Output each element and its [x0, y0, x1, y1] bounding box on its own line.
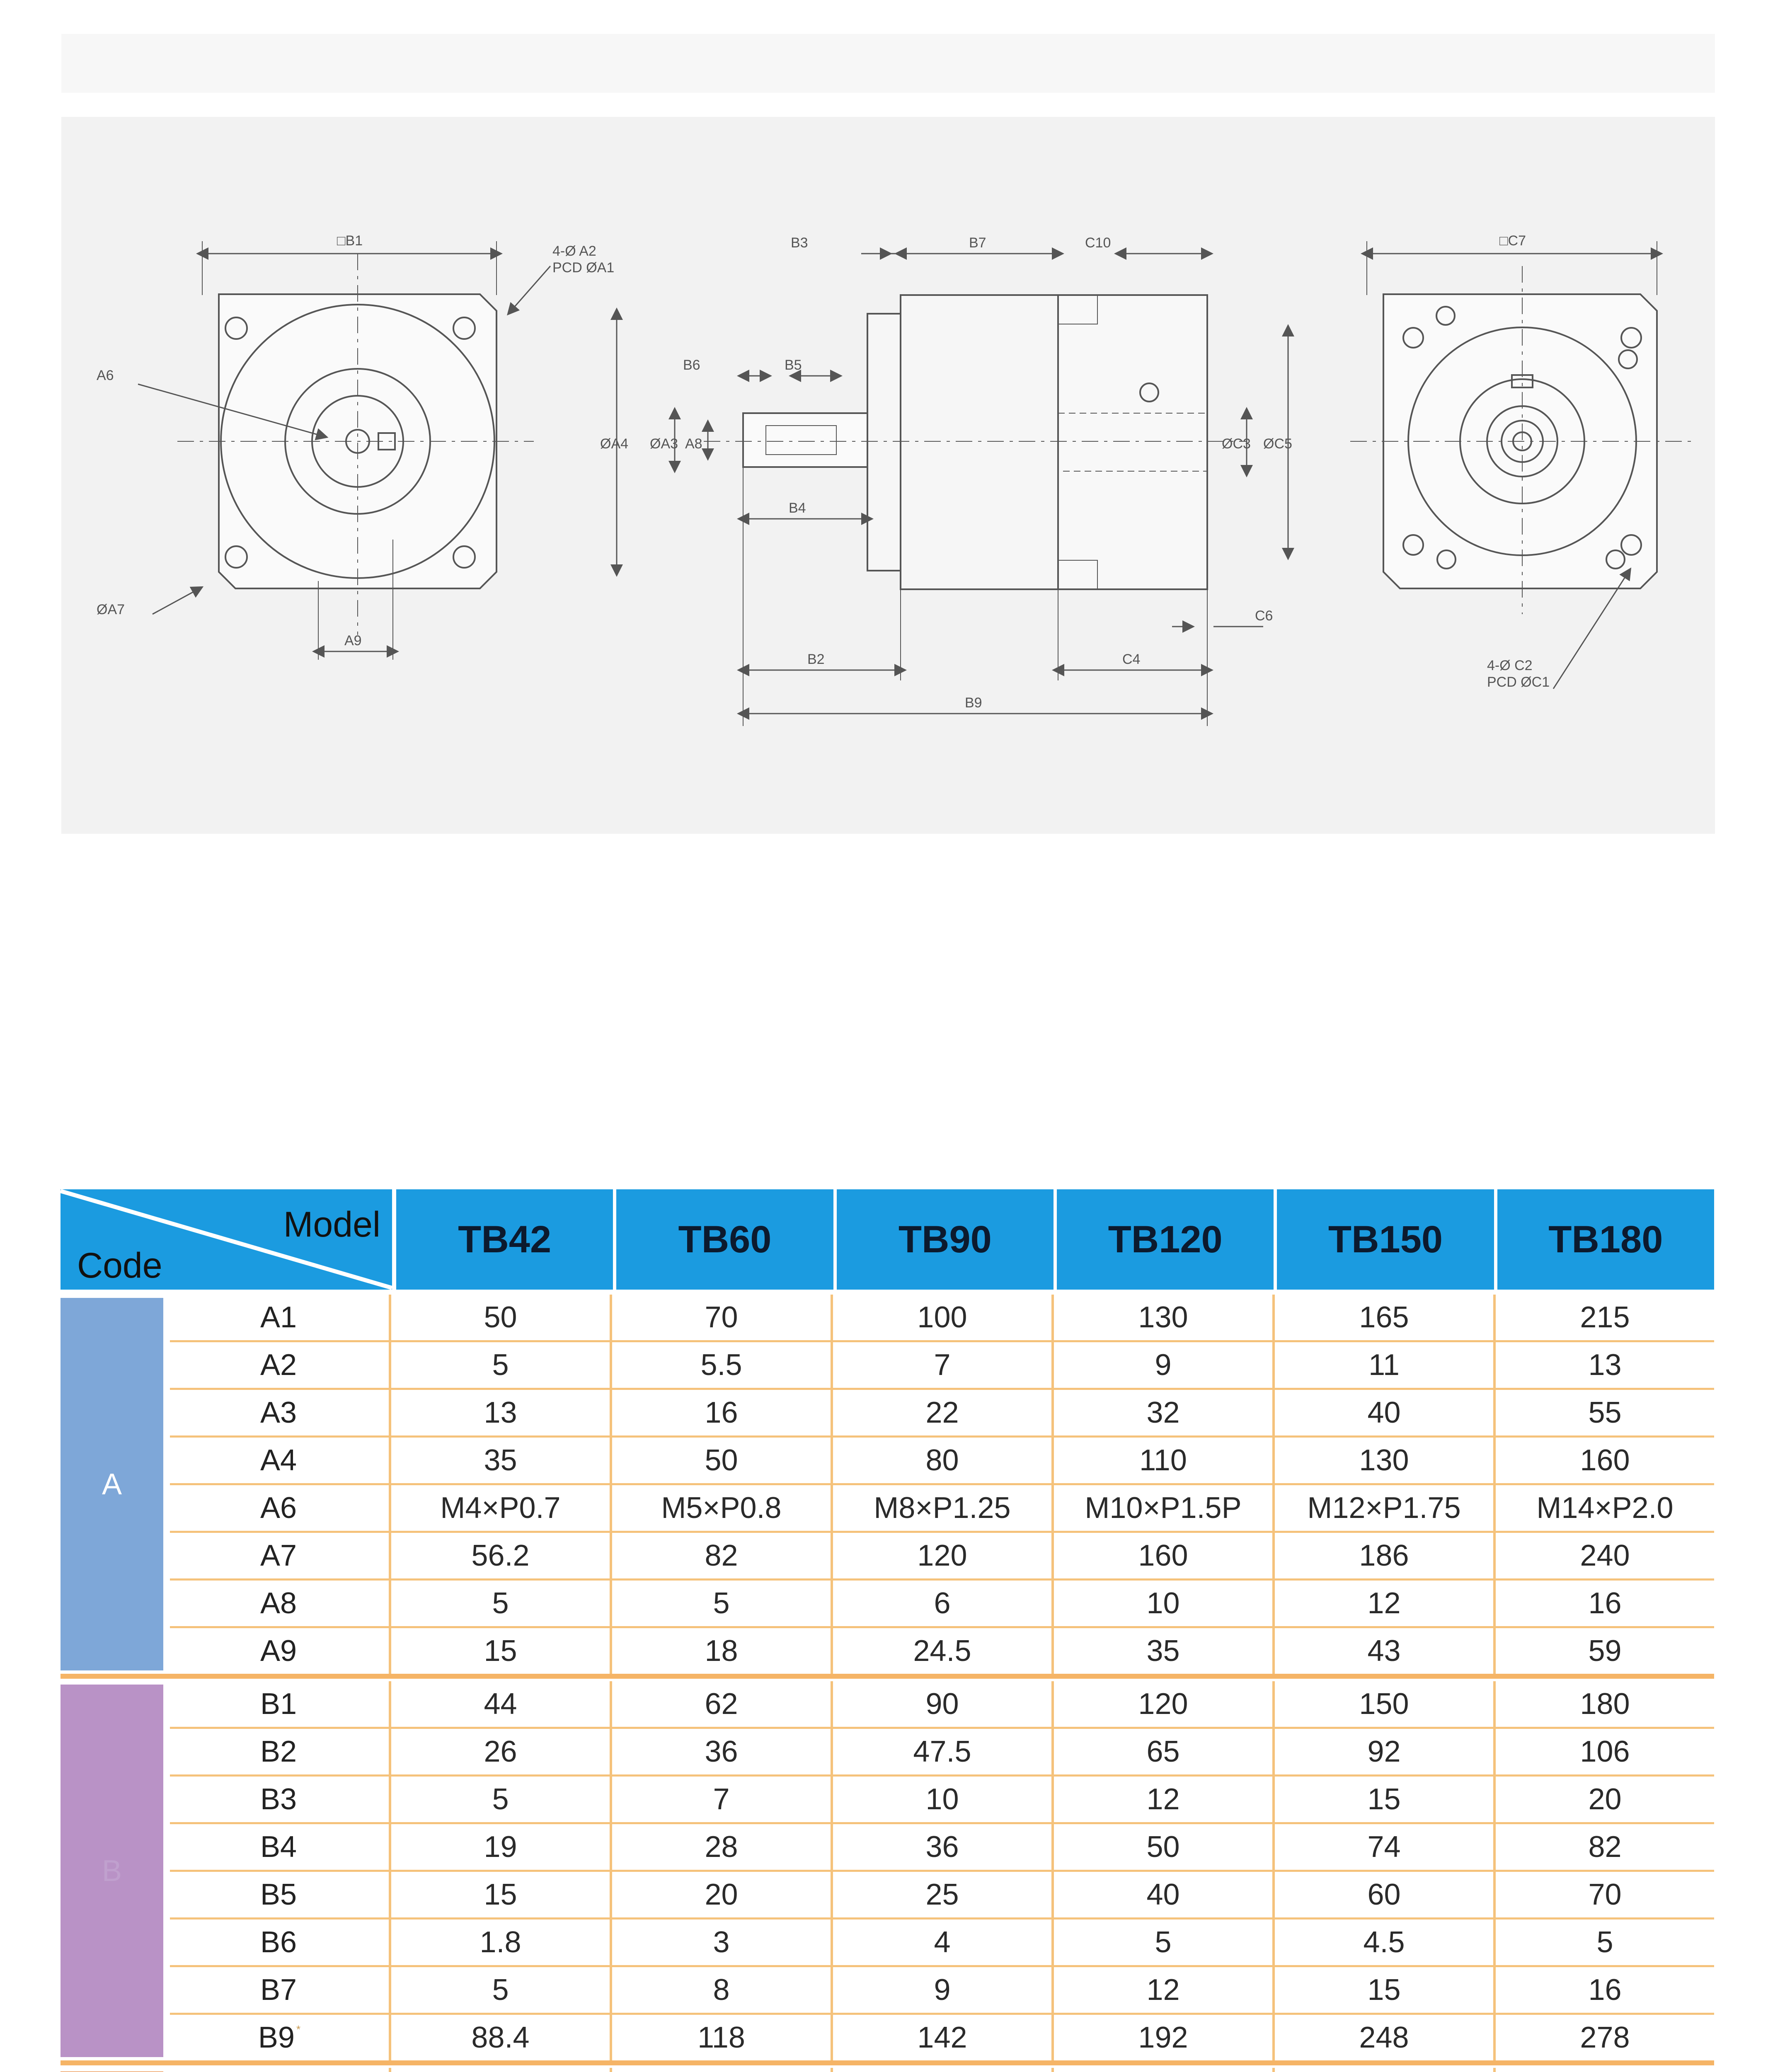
value-cell: 40 — [1051, 1872, 1272, 1917]
value-cell: 7 — [831, 1342, 1051, 1388]
value-cell: 160 — [1051, 1533, 1272, 1578]
label-b6: B6 — [683, 357, 700, 373]
value-cell — [389, 2068, 610, 2072]
value-cell: 70 — [1493, 1872, 1714, 1917]
value-cell: 118 — [610, 2015, 831, 2060]
table-row — [170, 2015, 1714, 2060]
value-cell: 120 — [831, 1533, 1051, 1578]
value-cell: 88.4 — [389, 2015, 610, 2060]
value-cell — [1493, 2068, 1714, 2072]
value-cell: 5 — [610, 1581, 831, 1626]
model-header-tb120: TB120 — [1057, 1189, 1274, 1290]
value-cell: M8×P1.25 — [831, 1485, 1051, 1531]
value-cell — [610, 2068, 831, 2072]
value-cell: 150 — [1272, 1681, 1493, 1727]
value-cell: 13 — [389, 1390, 610, 1435]
spec-table — [61, 1189, 1714, 2072]
dimension-code — [170, 1295, 389, 1340]
value-cell: 11 — [1272, 1342, 1493, 1388]
dimension-code — [170, 1390, 389, 1435]
value-cell: 90 — [831, 1681, 1051, 1727]
side-view — [617, 254, 1288, 726]
table-row — [170, 1581, 1714, 1628]
model-label: Model — [283, 1205, 380, 1244]
label-a4: ØA4 — [600, 436, 629, 452]
value-cell: 35 — [1051, 1628, 1272, 1674]
value-cell: 7 — [610, 1777, 831, 1822]
value-cell: 47.5 — [831, 1729, 1051, 1774]
label-c2-line1: 4-Ø C2 — [1487, 658, 1533, 673]
code-label: Code — [77, 1246, 162, 1285]
label-a6: A6 — [97, 368, 114, 383]
value-cell: 278 — [1493, 2015, 1714, 2060]
model-header-tb42: TB42 — [396, 1189, 613, 1290]
value-cell: 25 — [831, 1872, 1051, 1917]
group-a-label: A — [61, 1298, 163, 1670]
dimension-code-text: A6 — [260, 1491, 297, 1525]
header-model-code-cell — [61, 1189, 392, 1290]
value-cell: 130 — [1051, 1295, 1272, 1340]
dimension-code-text: B6 — [260, 1926, 297, 1959]
value-cell — [1272, 2068, 1493, 2072]
label-c4: C4 — [1122, 651, 1141, 667]
value-cell: 4.5 — [1272, 1920, 1493, 1965]
table-row — [170, 1920, 1714, 1967]
dimension-code — [170, 1342, 389, 1388]
value-cell: 65 — [1051, 1729, 1272, 1774]
dimension-code — [170, 1872, 389, 1917]
label-b5: B5 — [785, 357, 802, 373]
value-cell: 36 — [831, 1824, 1051, 1870]
model-header-tb150: TB150 — [1277, 1189, 1494, 1290]
value-cell: 142 — [831, 2015, 1051, 2060]
dimension-code-text: A1 — [260, 1301, 297, 1334]
value-cell: 3 — [610, 1920, 831, 1965]
value-cell: 106 — [1493, 1729, 1714, 1774]
label-c10: C10 — [1085, 235, 1111, 251]
value-cell: 20 — [610, 1872, 831, 1917]
value-cell: 56.2 — [389, 1533, 610, 1578]
table-header — [61, 1189, 1714, 1292]
value-cell: 1.8 — [389, 1920, 610, 1965]
dimension-code — [170, 1438, 389, 1483]
value-cell — [831, 2068, 1051, 2072]
label-a2-line1: 4-Ø A2 — [552, 243, 596, 259]
value-cell: 62 — [610, 1681, 831, 1727]
table-row — [170, 1438, 1714, 1485]
dimension-code-text: A3 — [260, 1396, 297, 1429]
value-cell: 5 — [389, 1342, 610, 1388]
value-cell: M12×P1.75 — [1272, 1485, 1493, 1531]
group-b — [61, 1681, 1714, 2065]
dimension-code-text: B7 — [260, 1973, 297, 2007]
label-c6: C6 — [1255, 608, 1273, 624]
table-row — [170, 1295, 1714, 1342]
value-cell: 15 — [1272, 1967, 1493, 2013]
dimension-code — [170, 2068, 389, 2072]
value-cell: 15 — [1272, 1777, 1493, 1822]
table-row — [170, 1628, 1714, 1674]
label-a9: A9 — [344, 633, 362, 649]
value-cell: 5 — [389, 1581, 610, 1626]
table-row — [170, 1342, 1714, 1390]
value-cell: 10 — [831, 1777, 1051, 1822]
value-cell: 5.5 — [610, 1342, 831, 1388]
dimension-code-text: B9 — [258, 2021, 295, 2054]
label-b7: B7 — [969, 235, 986, 251]
value-cell: 35 — [389, 1438, 610, 1483]
value-cell: 32 — [1051, 1390, 1272, 1435]
value-cell: 5 — [389, 1777, 610, 1822]
rear-view — [1350, 241, 1694, 689]
dimension-code-text: B2 — [260, 1735, 297, 1768]
label-a2-line2: PCD ØA1 — [552, 260, 615, 276]
group-a — [61, 1295, 1714, 1679]
dimension-code — [170, 1729, 389, 1774]
value-cell: 160 — [1493, 1438, 1714, 1483]
label-b4: B4 — [789, 500, 806, 516]
value-cell: 18 — [610, 1628, 831, 1674]
value-cell: M5×P0.8 — [610, 1485, 831, 1531]
top-strip — [61, 34, 1715, 93]
value-cell: 24.5 — [831, 1628, 1051, 1674]
dimension-code — [170, 1581, 389, 1626]
label-c7: □C7 — [1499, 233, 1526, 249]
value-cell: 130 — [1272, 1438, 1493, 1483]
value-cell: 44 — [389, 1681, 610, 1727]
value-cell: 80 — [831, 1438, 1051, 1483]
value-cell: 92 — [1272, 1729, 1493, 1774]
model-header-tb180: TB180 — [1497, 1189, 1714, 1290]
value-cell: M14×P2.0 — [1493, 1485, 1714, 1531]
label-c3: ØC3 — [1222, 436, 1251, 452]
table-row — [170, 2068, 1714, 2072]
value-cell: 82 — [1493, 1824, 1714, 1870]
value-cell: 100 — [831, 1295, 1051, 1340]
value-cell: 110 — [1051, 1438, 1272, 1483]
value-cell: 9 — [1051, 1342, 1272, 1388]
value-cell: 60 — [1272, 1872, 1493, 1917]
dimension-code-text: B4 — [260, 1830, 297, 1864]
label-c2-line2: PCD ØC1 — [1487, 674, 1550, 690]
table-row — [170, 1485, 1714, 1533]
table-row — [170, 1967, 1714, 2015]
label-a8: A8 — [685, 436, 702, 452]
model-header-row — [396, 1189, 1714, 1290]
label-b3: B3 — [791, 235, 808, 251]
value-cell: 16 — [1493, 1967, 1714, 2013]
value-cell: 28 — [610, 1824, 831, 1870]
dimension-code — [170, 1824, 389, 1870]
dimension-code — [170, 1628, 389, 1674]
model-header-tb60: TB60 — [616, 1189, 833, 1290]
value-cell: 12 — [1051, 1967, 1272, 2013]
dimension-code-text: B5 — [260, 1878, 297, 1911]
value-cell: 59 — [1493, 1628, 1714, 1674]
value-cell: 40 — [1272, 1390, 1493, 1435]
value-cell: 36 — [610, 1729, 831, 1774]
label-a3: ØA3 — [650, 436, 678, 452]
front-view — [138, 241, 550, 660]
value-cell: 20 — [1493, 1777, 1714, 1822]
value-cell: 50 — [610, 1438, 831, 1483]
value-cell — [1051, 2068, 1272, 2072]
group-b-label: B — [61, 1685, 163, 2057]
value-cell: 74 — [1272, 1824, 1493, 1870]
value-cell: 5 — [389, 1967, 610, 2013]
dimension-code — [170, 1681, 389, 1727]
dimension-code-text: A2 — [260, 1348, 297, 1382]
value-cell: 165 — [1272, 1295, 1493, 1340]
dimension-code — [170, 1777, 389, 1822]
value-cell: 15 — [389, 1628, 610, 1674]
value-cell: 43 — [1272, 1628, 1493, 1674]
dimension-code — [170, 1485, 389, 1531]
footnote-mark: * — [296, 2023, 301, 2036]
technical-drawing — [61, 117, 1715, 834]
value-cell: 186 — [1272, 1533, 1493, 1578]
table-row — [170, 1681, 1714, 1729]
model-header-tb90: TB90 — [837, 1189, 1054, 1290]
value-cell: 120 — [1051, 1681, 1272, 1727]
dimension-code-text: A8 — [260, 1587, 297, 1620]
value-cell: 5 — [1493, 1920, 1714, 1965]
dimension-code-text: B1 — [260, 1687, 297, 1721]
label-b2: B2 — [807, 651, 825, 667]
value-cell: 180 — [1493, 1681, 1714, 1727]
value-cell: M10×P1.5P — [1051, 1485, 1272, 1531]
group-c — [61, 2068, 1714, 2072]
value-cell: 55 — [1493, 1390, 1714, 1435]
value-cell: 16 — [610, 1390, 831, 1435]
table-row — [170, 1824, 1714, 1872]
value-cell: 12 — [1051, 1777, 1272, 1822]
label-c5: ØC5 — [1263, 436, 1292, 452]
value-cell: 70 — [610, 1295, 831, 1340]
label-b9: B9 — [965, 695, 982, 711]
value-cell: 13 — [1493, 1342, 1714, 1388]
value-cell: 4 — [831, 1920, 1051, 1965]
value-cell: 6 — [831, 1581, 1051, 1626]
value-cell: 9 — [831, 1967, 1051, 2013]
table-row — [170, 1777, 1714, 1824]
value-cell: 16 — [1493, 1581, 1714, 1626]
table-row — [170, 1390, 1714, 1438]
table-row — [170, 1729, 1714, 1777]
value-cell: 50 — [1051, 1824, 1272, 1870]
value-cell: 50 — [389, 1295, 610, 1340]
value-cell: 12 — [1272, 1581, 1493, 1626]
value-cell: 8 — [610, 1967, 831, 2013]
table-row — [170, 1872, 1714, 1920]
dimension-code — [170, 2015, 389, 2060]
value-cell: 248 — [1272, 2015, 1493, 2060]
value-cell: 19 — [389, 1824, 610, 1870]
dimension-code-text: B3 — [260, 1783, 297, 1816]
value-cell: 5 — [1051, 1920, 1272, 1965]
table-row — [170, 1533, 1714, 1581]
value-cell: 82 — [610, 1533, 831, 1578]
dimension-code — [170, 1967, 389, 2013]
value-cell: M4×P0.7 — [389, 1485, 610, 1531]
dimension-code-text: A9 — [260, 1634, 297, 1668]
label-b1: □B1 — [337, 233, 363, 249]
label-a7: ØA7 — [97, 602, 125, 617]
dimension-code — [170, 1533, 389, 1578]
value-cell: 192 — [1051, 2015, 1272, 2060]
dimension-code-text: A7 — [260, 1539, 297, 1572]
value-cell: 22 — [831, 1390, 1051, 1435]
value-cell: 240 — [1493, 1533, 1714, 1578]
value-cell: 215 — [1493, 1295, 1714, 1340]
value-cell: 10 — [1051, 1581, 1272, 1626]
value-cell: 15 — [389, 1872, 610, 1917]
dimension-code-text: A4 — [260, 1444, 297, 1477]
dimension-code — [170, 1920, 389, 1965]
value-cell: 26 — [389, 1729, 610, 1774]
